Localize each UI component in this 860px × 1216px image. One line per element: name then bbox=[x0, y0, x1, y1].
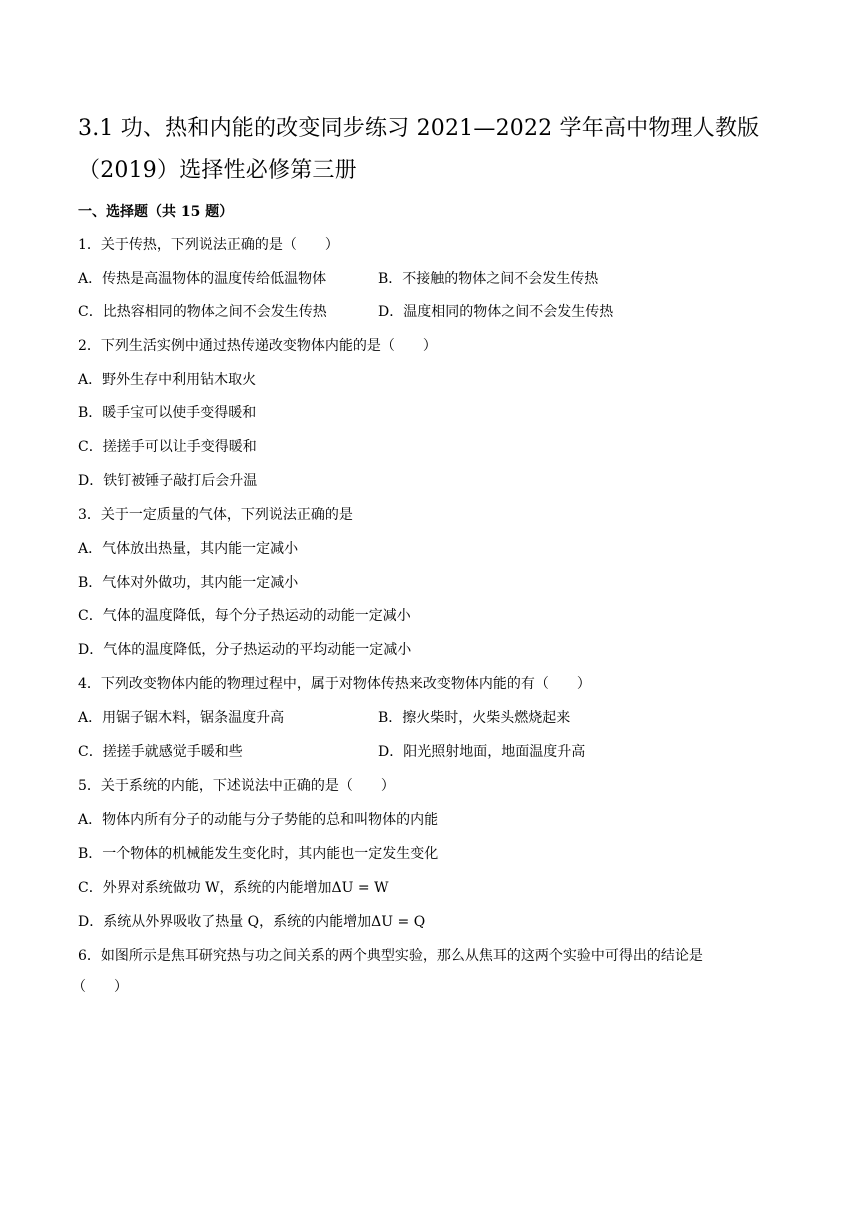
question-1-option-d: D．温度相同的物体之间不会发生传热 bbox=[378, 304, 614, 320]
question-1-option-b: B．不接触的物体之间不会发生传热 bbox=[378, 271, 599, 287]
question-1-option-a: A．传热是高温物体的温度传给低温物体 bbox=[78, 271, 327, 287]
question-4-option-c: C．搓搓手就感觉手暖和些 bbox=[78, 744, 243, 760]
question-5-option-d: D．系统从外界吸收了热量 Q，系统的内能增加ΔU = Q bbox=[78, 914, 426, 930]
question-2-option-b: B．暖手宝可以使手变得暖和 bbox=[78, 405, 257, 421]
section-heading: 一、选择题（共 15 题） bbox=[78, 204, 234, 220]
question-5-option-c: C．外界对系统做功 W，系统的内能增加ΔU = W bbox=[78, 880, 389, 896]
question-5-stem: 5．关于系统的内能，下述说法中正确的是（ ） bbox=[78, 778, 395, 794]
question-6-stem: 6．如图所示是焦耳研究热与功之间关系的两个典型实验，那么从焦耳的这两个实验中可得出的结论是 bbox=[78, 948, 703, 964]
question-4-option-a: A．用锯子锯木料，锯条温度升高 bbox=[78, 710, 285, 726]
question-6-stem-continuation: （ ） bbox=[72, 979, 128, 995]
document-title-line-2: （2019）选择性必修第三册 bbox=[78, 158, 357, 183]
question-4-option-d: D．阳光照射地面，地面温度升高 bbox=[378, 744, 586, 760]
question-2-stem: 2．下列生活实例中通过热传递改变物体内能的是（ ） bbox=[78, 338, 437, 354]
document-title-line-1: 3.1 功、热和内能的改变同步练习 2021—2022 学年高中物理人教版 bbox=[78, 116, 760, 141]
question-1-option-c: C．比热容相同的物体之间不会发生传热 bbox=[78, 304, 327, 320]
question-5-option-b: B．一个物体的机械能发生变化时，其内能也一定发生变化 bbox=[78, 846, 439, 862]
question-4-stem: 4．下列改变物体内能的物理过程中，属于对物体传热来改变物体内能的有（ ） bbox=[78, 676, 591, 692]
question-3-option-a: A．气体放出热量，其内能一定减小 bbox=[78, 541, 299, 557]
question-3-option-c: C．气体的温度降低，每个分子热运动的动能一定减小 bbox=[78, 608, 411, 624]
question-1-stem: 1．关于传热，下列说法正确的是（ ） bbox=[78, 237, 339, 253]
question-2-option-d: D．铁钉被锤子敲打后会升温 bbox=[78, 473, 258, 489]
question-2-option-a: A．野外生存中利用钻木取火 bbox=[78, 372, 257, 388]
question-4-option-b: B．擦火柴时，火柴头燃烧起来 bbox=[378, 710, 571, 726]
question-5-option-a: A．物体内所有分子的动能与分子势能的总和叫物体的内能 bbox=[78, 812, 439, 828]
question-3-stem: 3．关于一定质量的气体，下列说法正确的是 bbox=[78, 507, 353, 523]
question-3-option-d: D．气体的温度降低，分子热运动的平均动能一定减小 bbox=[78, 642, 412, 658]
question-3-option-b: B．气体对外做功，其内能一定减小 bbox=[78, 575, 299, 591]
question-2-option-c: C．搓搓手可以让手变得暖和 bbox=[78, 439, 257, 455]
